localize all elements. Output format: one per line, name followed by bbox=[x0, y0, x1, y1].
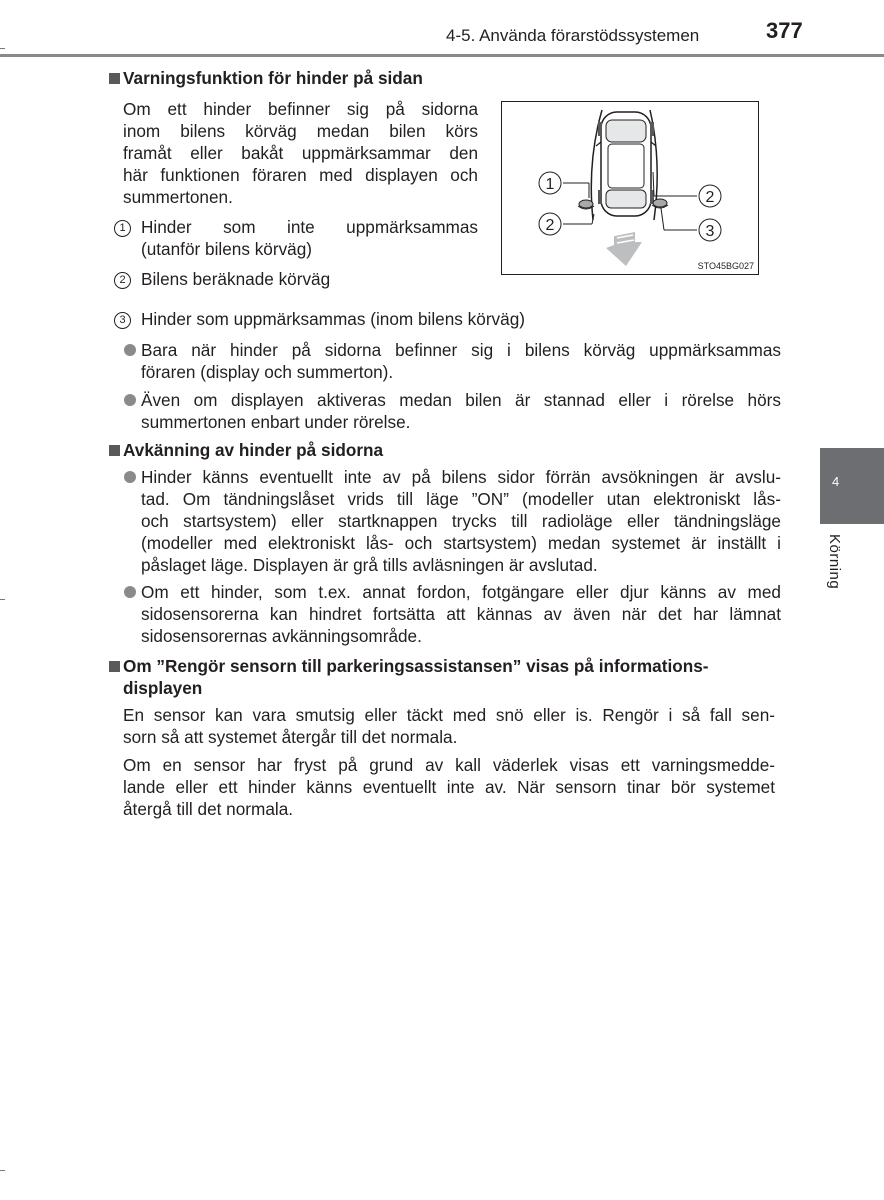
movement-arrow-icon bbox=[606, 232, 642, 266]
text-line: lande eller ett hinder känns eventuellt inte av. När sensorn tinar bör systemet bbox=[123, 777, 775, 797]
text-line: sidosensorernas avkänningsområde. bbox=[141, 626, 422, 646]
section-header-title: 4-5. Använda förarstödssystemen bbox=[446, 26, 700, 45]
text-line: Om en sensor har fryst på grund av kall väderlek visas ett varningsmedde- bbox=[123, 755, 775, 775]
text-line: (modeller med elektroniskt lås- och startsystem) medan systemet är inställt i bbox=[141, 533, 781, 553]
text-line: summertonen. bbox=[123, 187, 233, 207]
text-line: Om ett hinder, som t.ex. annat fordon, fotgängare eller djur känns av med bbox=[141, 582, 781, 602]
item-number: 2 bbox=[114, 272, 131, 289]
heading-square-icon bbox=[109, 661, 120, 672]
text-line: här funktionen föraren med displayen och bbox=[123, 165, 478, 185]
section-heading bbox=[123, 655, 781, 699]
list-item bbox=[141, 216, 478, 260]
crop-mark bbox=[0, 48, 5, 49]
bullet-icon bbox=[124, 394, 136, 406]
callout-number: 2 bbox=[705, 189, 715, 206]
text-line: sorn så att systemet återgår till det normala. bbox=[123, 727, 458, 747]
bullet-paragraph bbox=[141, 389, 781, 433]
text-line: tad. Om tändningslåset vrids till läge ”ON” (modeller utan elektroniskt lås- bbox=[141, 489, 781, 509]
body-paragraph bbox=[123, 754, 775, 820]
heading-line: Om ”Rengör sensorn till parkeringsassistansen” visas på informations- bbox=[123, 656, 709, 676]
car-diagram-illustration bbox=[502, 102, 758, 274]
section-heading: Varningsfunktion för hinder på sidan bbox=[123, 68, 423, 88]
chapter-label: Körning bbox=[826, 534, 843, 590]
text-line: sidosensorerna kan hindret fortsätta att kännas av även när det har lämnat bbox=[141, 604, 781, 624]
bullet-icon bbox=[124, 586, 136, 598]
text-line: föraren (display och summerton). bbox=[141, 362, 394, 382]
text-line: Hinder som inte uppmärksammas bbox=[141, 217, 478, 237]
text-line: återgå till det normala. bbox=[123, 799, 294, 819]
crop-mark bbox=[0, 1170, 5, 1171]
bullet-paragraph bbox=[141, 466, 781, 576]
text-line: (utanför bilens körväg) bbox=[141, 239, 313, 259]
bullet-icon bbox=[124, 471, 136, 483]
chapter-tab bbox=[820, 448, 884, 524]
text-line: Hinder känns eventuellt inte av på bilens sidor förrän avsökningen är avslu- bbox=[141, 467, 781, 487]
heading-square-icon bbox=[109, 445, 120, 456]
callout-number: 1 bbox=[545, 176, 555, 193]
obstacle-left-icon bbox=[578, 200, 594, 209]
bullet-icon bbox=[124, 344, 136, 356]
heading-line: displayen bbox=[123, 678, 203, 698]
list-item bbox=[141, 268, 478, 290]
list-item bbox=[141, 308, 781, 330]
body-paragraph bbox=[123, 704, 775, 748]
text-line: framåt eller bakåt uppmärksammar den bbox=[123, 143, 478, 163]
text-line: påslaget läge. Displayen är grå tills avläsningen är avslutad. bbox=[141, 555, 598, 575]
text-line: Bilens beräknade körväg bbox=[141, 269, 331, 289]
section-heading: Avkänning av hinder på sidorna bbox=[123, 440, 384, 460]
chapter-number: 4 bbox=[832, 474, 840, 489]
text-line: Hinder som uppmärksammas (inom bilens körväg) bbox=[141, 309, 525, 329]
page-number: 377 bbox=[766, 18, 803, 43]
callout-number: 2 bbox=[545, 217, 555, 234]
intro-paragraph bbox=[123, 98, 478, 208]
callout-number: 3 bbox=[705, 223, 715, 240]
obstacle-right-icon bbox=[652, 199, 668, 208]
item-number: 3 bbox=[114, 312, 131, 329]
bullet-paragraph bbox=[141, 339, 781, 383]
text-line: inom bilens körväg medan bilen körs bbox=[123, 121, 478, 141]
text-line: summertonen enbart under rörelse. bbox=[141, 412, 411, 432]
text-line: En sensor kan vara smutsig eller täckt med snö eller is. Rengör i så fall sen- bbox=[123, 705, 775, 725]
item-number: 1 bbox=[114, 220, 131, 237]
crop-mark bbox=[0, 599, 5, 600]
text-line: Bara när hinder på sidorna befinner sig i bilens körväg uppmärksammas bbox=[141, 340, 781, 360]
bullet-paragraph bbox=[141, 581, 781, 647]
text-line: Även om displayen aktiveras medan bilen är stannad eller i rörelse hörs bbox=[141, 390, 781, 410]
figure-code: STO45BG027 bbox=[697, 261, 754, 271]
car-top-view bbox=[596, 112, 656, 216]
text-line: och startsystem) eller startknappen trycks till radioläge eller tändningsläge bbox=[141, 511, 781, 531]
side-obstacle-diagram bbox=[501, 101, 759, 275]
heading-square-icon bbox=[109, 73, 120, 84]
header-rule bbox=[0, 54, 884, 57]
text-line: Om ett hinder befinner sig på sidorna bbox=[123, 99, 478, 119]
